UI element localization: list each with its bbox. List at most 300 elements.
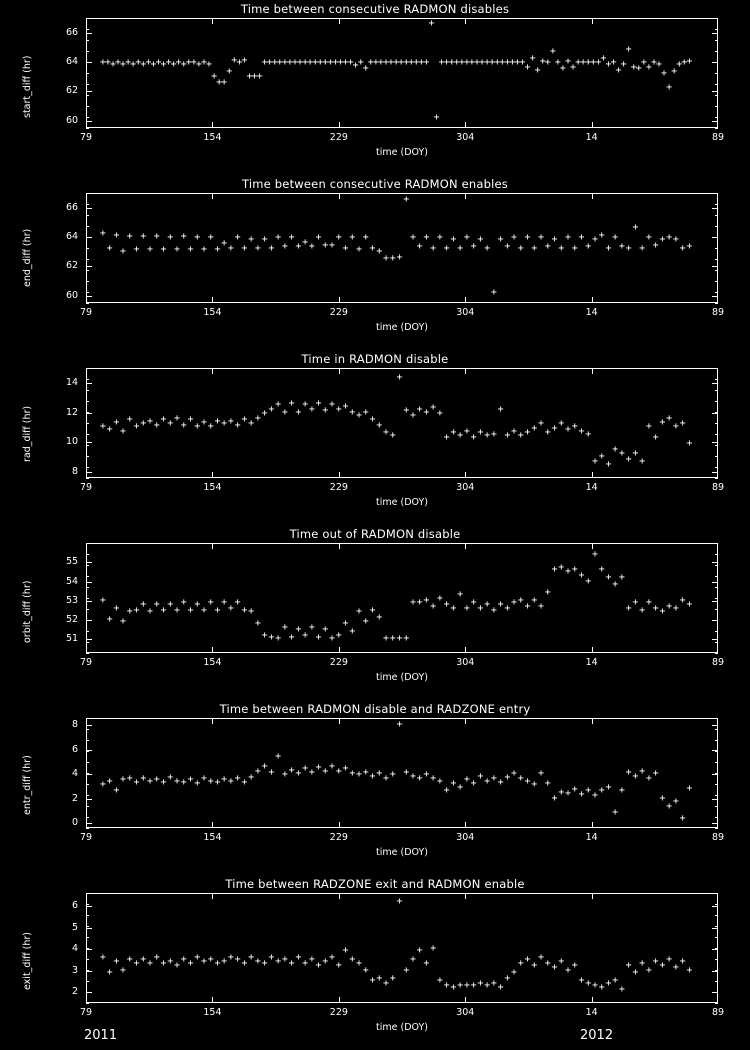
data-point: +	[531, 594, 538, 606]
data-point: +	[450, 427, 457, 439]
data-point: +	[275, 232, 282, 244]
y-tick	[86, 208, 92, 209]
data-point: +	[322, 956, 329, 968]
data-point: +	[288, 397, 295, 409]
x-tick	[717, 893, 718, 899]
data-point: +	[470, 241, 477, 253]
data-point: +	[268, 631, 275, 643]
data-point: +	[571, 242, 578, 254]
x-tick-label: 79	[80, 1007, 93, 1018]
data-point: +	[585, 977, 592, 989]
data-point: +	[227, 242, 234, 254]
y-minor-tick	[715, 303, 718, 304]
y-minor-tick	[86, 292, 89, 293]
data-point: +	[416, 945, 423, 957]
y-tick	[712, 774, 718, 775]
data-point: +	[450, 981, 457, 993]
x-tick	[212, 368, 213, 374]
x-tick	[592, 297, 593, 303]
data-point: +	[153, 419, 160, 431]
data-point: +	[413, 57, 420, 69]
y-minor-tick	[715, 390, 718, 391]
x-axis-label: time (DOY)	[376, 497, 428, 508]
data-point: +	[423, 769, 430, 781]
data-point: +	[160, 958, 167, 970]
data-point: +	[261, 57, 268, 69]
data-point: +	[106, 242, 113, 254]
data-point: +	[625, 242, 632, 254]
data-point: +	[126, 773, 133, 785]
data-point: +	[329, 633, 336, 645]
y-minor-tick	[86, 1003, 89, 1004]
y-minor-tick	[715, 259, 718, 260]
data-point: +	[625, 44, 632, 56]
y-minor-tick	[86, 609, 89, 610]
data-point: +	[187, 774, 194, 786]
x-tick-label: 154	[203, 482, 222, 493]
data-point: +	[173, 604, 181, 616]
data-point: +	[639, 455, 646, 467]
data-point: +	[585, 428, 592, 440]
data-point: +	[389, 430, 396, 442]
data-point: +	[672, 962, 679, 974]
data-point: +	[470, 778, 477, 789]
y-minor-tick	[715, 379, 718, 380]
y-tick	[86, 562, 92, 563]
data-point: +	[457, 242, 464, 254]
data-point: +	[261, 233, 268, 245]
chart-panel-5	[0, 700, 750, 875]
x-tick	[212, 647, 213, 653]
data-point: +	[554, 57, 561, 69]
y-tick-label: 6	[72, 899, 79, 911]
data-point: +	[357, 57, 364, 69]
y-minor-tick	[715, 937, 718, 938]
y-tick-label: 52	[66, 614, 79, 626]
data-point: +	[227, 775, 234, 787]
data-point: +	[377, 57, 384, 69]
data-point: +	[175, 57, 182, 69]
data-point: +	[430, 773, 437, 785]
data-point: +	[443, 57, 450, 69]
y-minor-tick	[86, 784, 89, 785]
data-point: +	[214, 604, 221, 616]
y-tick	[86, 442, 92, 443]
data-point: +	[281, 953, 288, 965]
data-point: +	[295, 623, 302, 635]
data-point: +	[241, 776, 248, 788]
data-point: +	[590, 57, 597, 69]
data-point: +	[598, 229, 605, 241]
x-tick	[212, 718, 213, 724]
y-tick-label: 54	[66, 575, 79, 587]
data-point: +	[147, 415, 154, 427]
y-tick-label: 12	[66, 406, 79, 418]
data-point: +	[140, 58, 147, 70]
data-point: +	[618, 785, 625, 797]
y-minor-tick	[86, 303, 89, 304]
data-point: +	[120, 616, 127, 628]
data-point: +	[463, 602, 470, 614]
data-point: +	[470, 979, 477, 991]
y-tick-label: 8	[72, 719, 79, 731]
y-tick	[712, 208, 718, 209]
x-tick-label: 229	[329, 832, 348, 843]
data-point: +	[666, 953, 673, 965]
data-point: +	[436, 232, 443, 244]
data-point: +	[544, 57, 551, 69]
data-point: +	[356, 769, 363, 781]
chart-panel-4	[0, 525, 750, 700]
chart-title: Time out of RADMON disable	[289, 527, 461, 541]
y-minor-tick	[715, 204, 718, 205]
data-point: +	[558, 562, 565, 574]
y-minor-tick	[715, 620, 718, 621]
y-minor-tick	[715, 128, 718, 129]
data-point: +	[99, 951, 106, 963]
data-point: +	[463, 774, 470, 786]
data-point: +	[423, 594, 430, 606]
data-point: +	[312, 57, 319, 69]
data-point: +	[335, 765, 342, 777]
x-tick	[592, 718, 593, 724]
data-point: +	[632, 596, 639, 608]
x-axis-label: time (DOY)	[376, 847, 428, 858]
data-point: +	[396, 719, 403, 731]
y-minor-tick	[715, 915, 718, 916]
data-point: +	[207, 421, 214, 433]
data-point: +	[409, 770, 416, 782]
data-point: +	[302, 57, 309, 69]
data-point: +	[600, 53, 607, 65]
x-tick	[717, 297, 718, 303]
data-point: +	[639, 604, 646, 616]
data-point: +	[418, 57, 425, 69]
y-minor-tick	[715, 762, 718, 763]
data-point: +	[443, 431, 450, 443]
data-point: +	[153, 951, 160, 963]
x-tick	[339, 543, 340, 549]
data-point: +	[578, 232, 585, 244]
data-point: +	[477, 233, 484, 245]
data-point: +	[457, 979, 464, 991]
data-point: +	[615, 64, 622, 76]
data-point: +	[376, 612, 383, 624]
data-point: +	[308, 241, 315, 253]
y-tick	[712, 928, 718, 929]
y-tick-label: 62	[66, 260, 79, 272]
data-point: +	[477, 427, 484, 439]
data-point: +	[612, 232, 619, 244]
data-point: +	[564, 232, 572, 244]
data-point: +	[524, 600, 531, 612]
y-tick	[86, 91, 92, 92]
y-minor-tick	[715, 1003, 718, 1004]
data-point: +	[376, 768, 383, 780]
data-point: +	[200, 57, 207, 69]
data-point: +	[551, 564, 558, 576]
data-point: +	[133, 421, 140, 433]
y-minor-tick	[715, 29, 718, 30]
data-point: +	[295, 406, 302, 418]
y-minor-tick	[715, 423, 718, 424]
data-point: +	[120, 58, 127, 70]
data-point: +	[216, 76, 223, 88]
data-point: +	[120, 245, 127, 257]
data-point: +	[416, 403, 423, 415]
data-point: +	[652, 239, 659, 251]
data-point: +	[531, 422, 538, 434]
data-point: +	[686, 241, 693, 253]
y-minor-tick	[86, 576, 89, 577]
data-point: +	[605, 571, 612, 583]
data-point: +	[564, 56, 572, 67]
x-tick	[717, 18, 718, 24]
y-tick	[712, 383, 718, 384]
data-point: +	[517, 242, 524, 254]
data-point: +	[517, 773, 524, 785]
data-point: +	[497, 403, 504, 415]
y-axis-label: entr_diff (hr)	[22, 755, 33, 815]
data-point: +	[605, 458, 612, 470]
data-point: +	[409, 953, 416, 965]
data-point: +	[549, 45, 556, 57]
y-tick	[86, 639, 92, 640]
data-point: +	[640, 57, 647, 69]
data-point: +	[302, 958, 309, 970]
data-point: +	[187, 604, 194, 616]
data-point: +	[194, 598, 201, 610]
y-tick-label: 55	[66, 556, 79, 568]
y-minor-tick	[86, 762, 89, 763]
data-point: +	[679, 594, 686, 606]
data-point: +	[497, 981, 504, 993]
data-point: +	[248, 418, 255, 430]
data-point: +	[625, 960, 632, 972]
y-minor-tick	[86, 226, 89, 227]
data-point: +	[140, 418, 147, 430]
data-point: +	[423, 57, 430, 69]
data-point: +	[329, 399, 336, 411]
data-point: +	[575, 57, 582, 69]
data-point: +	[271, 57, 278, 69]
data-point: +	[578, 975, 585, 987]
data-point: +	[625, 602, 632, 614]
data-point: +	[423, 232, 430, 244]
y-minor-tick	[715, 84, 718, 85]
data-point: +	[484, 775, 491, 787]
data-point: +	[504, 602, 511, 614]
y-minor-tick	[715, 817, 718, 818]
data-point: +	[409, 232, 416, 244]
x-tick	[717, 647, 718, 653]
y-tick-label: 66	[66, 26, 79, 38]
data-point: +	[585, 575, 592, 587]
x-tick	[339, 193, 340, 199]
y-tick-label: 62	[66, 85, 79, 97]
data-point: +	[655, 58, 663, 70]
x-tick	[339, 368, 340, 374]
data-point: +	[376, 973, 383, 985]
data-point: +	[367, 57, 374, 69]
data-point: +	[369, 604, 376, 616]
data-point: +	[356, 409, 363, 421]
y-minor-tick	[715, 948, 718, 949]
x-tick-label: 89	[712, 1007, 725, 1018]
data-point: +	[666, 82, 673, 94]
y-minor-tick	[715, 456, 718, 457]
y-tick	[86, 774, 92, 775]
data-point: +	[120, 774, 127, 786]
x-tick	[592, 193, 593, 199]
data-point: +	[443, 979, 450, 991]
chart-panel-3	[0, 350, 750, 525]
x-tick	[717, 368, 718, 374]
data-point: +	[396, 251, 403, 263]
x-tick-label: 304	[456, 482, 475, 493]
y-tick-label: 2	[72, 792, 79, 804]
data-point: +	[173, 244, 181, 256]
data-point: +	[389, 633, 396, 645]
data-point: +	[499, 57, 506, 69]
data-point: +	[288, 764, 295, 776]
data-point: +	[133, 244, 140, 256]
y-minor-tick	[86, 795, 89, 796]
data-point: +	[558, 956, 565, 968]
data-point: +	[281, 57, 288, 69]
data-point: +	[672, 421, 679, 433]
chart-panel-1	[0, 0, 750, 175]
data-point: +	[396, 633, 403, 645]
data-point: +	[125, 57, 132, 69]
data-point: +	[591, 548, 598, 560]
data-point: +	[372, 57, 379, 69]
data-point: +	[490, 604, 497, 616]
data-point: +	[511, 425, 518, 437]
y-minor-tick	[86, 565, 89, 566]
data-point: +	[612, 443, 619, 455]
y-tick	[712, 906, 718, 907]
data-point: +	[531, 779, 538, 791]
data-point: +	[337, 57, 344, 69]
data-point: +	[612, 579, 619, 591]
data-point: +	[268, 767, 275, 778]
data-point: +	[150, 58, 157, 70]
data-point: +	[349, 768, 356, 780]
data-point: +	[113, 602, 120, 614]
data-point: +	[450, 778, 457, 789]
data-point: +	[207, 953, 214, 965]
data-point: +	[436, 592, 443, 604]
data-point: +	[484, 430, 491, 442]
data-point: +	[430, 242, 437, 254]
data-point: +	[241, 604, 248, 616]
x-axis-label: time (DOY)	[376, 147, 428, 158]
y-tick-label: 8	[72, 466, 79, 478]
data-point: +	[408, 57, 415, 69]
x-tick-label: 89	[712, 657, 725, 668]
data-point: +	[221, 76, 228, 88]
y-minor-tick	[715, 40, 718, 41]
data-point: +	[666, 801, 673, 813]
x-tick	[465, 997, 466, 1003]
y-minor-tick	[715, 565, 718, 566]
data-point: +	[130, 58, 137, 70]
data-point: +	[570, 61, 577, 73]
data-point: +	[504, 57, 511, 69]
y-minor-tick	[86, 631, 89, 632]
data-point: +	[362, 232, 369, 244]
data-point: +	[322, 239, 329, 251]
data-point: +	[322, 405, 329, 417]
data-point: +	[645, 773, 652, 785]
data-point: +	[207, 775, 214, 787]
data-point: +	[106, 775, 113, 787]
data-point: +	[652, 431, 659, 443]
data-point: +	[578, 425, 585, 437]
data-point: +	[564, 964, 572, 976]
data-point: +	[645, 232, 652, 244]
x-tick	[86, 822, 87, 828]
data-point: +	[362, 63, 369, 75]
y-tick	[86, 906, 92, 907]
data-point: +	[295, 951, 302, 963]
data-point: +	[531, 960, 538, 972]
data-point: +	[248, 771, 255, 783]
data-point: +	[652, 956, 659, 968]
data-point: +	[450, 602, 457, 614]
data-point: +	[214, 415, 221, 427]
y-axis-label: exit_diff (hr)	[22, 932, 33, 990]
y-minor-tick	[86, 904, 89, 905]
data-point: +	[180, 231, 187, 242]
data-point: +	[591, 233, 598, 245]
data-point: +	[317, 57, 324, 69]
data-point: +	[194, 778, 201, 789]
data-point: +	[436, 975, 443, 987]
data-point: +	[389, 973, 396, 985]
chart-title: Time between consecutive RADMON disables	[240, 2, 510, 16]
data-point: +	[335, 232, 342, 244]
y-minor-tick	[715, 554, 718, 555]
data-point: +	[403, 633, 410, 645]
x-tick-label: 14	[585, 832, 598, 843]
data-point: +	[167, 598, 174, 610]
data-point: +	[315, 762, 322, 774]
data-point: +	[147, 775, 154, 787]
data-point: +	[598, 451, 605, 463]
data-point: +	[376, 245, 383, 257]
y-minor-tick	[86, 587, 89, 588]
x-tick-label: 89	[712, 482, 725, 493]
y-minor-tick	[86, 740, 89, 741]
data-point: +	[291, 57, 298, 69]
data-point: +	[126, 606, 133, 618]
y-minor-tick	[86, 554, 89, 555]
x-tick	[86, 18, 87, 24]
data-point: +	[436, 775, 443, 787]
y-minor-tick	[715, 292, 718, 293]
data-point: +	[450, 233, 457, 245]
data-point: +	[342, 945, 349, 957]
data-point: +	[322, 765, 329, 777]
data-point: +	[551, 962, 558, 974]
x-tick-label: 154	[203, 657, 222, 668]
y-minor-tick	[86, 729, 89, 730]
data-point: +	[598, 981, 605, 993]
y-minor-tick	[715, 62, 718, 63]
data-point: +	[470, 596, 477, 608]
